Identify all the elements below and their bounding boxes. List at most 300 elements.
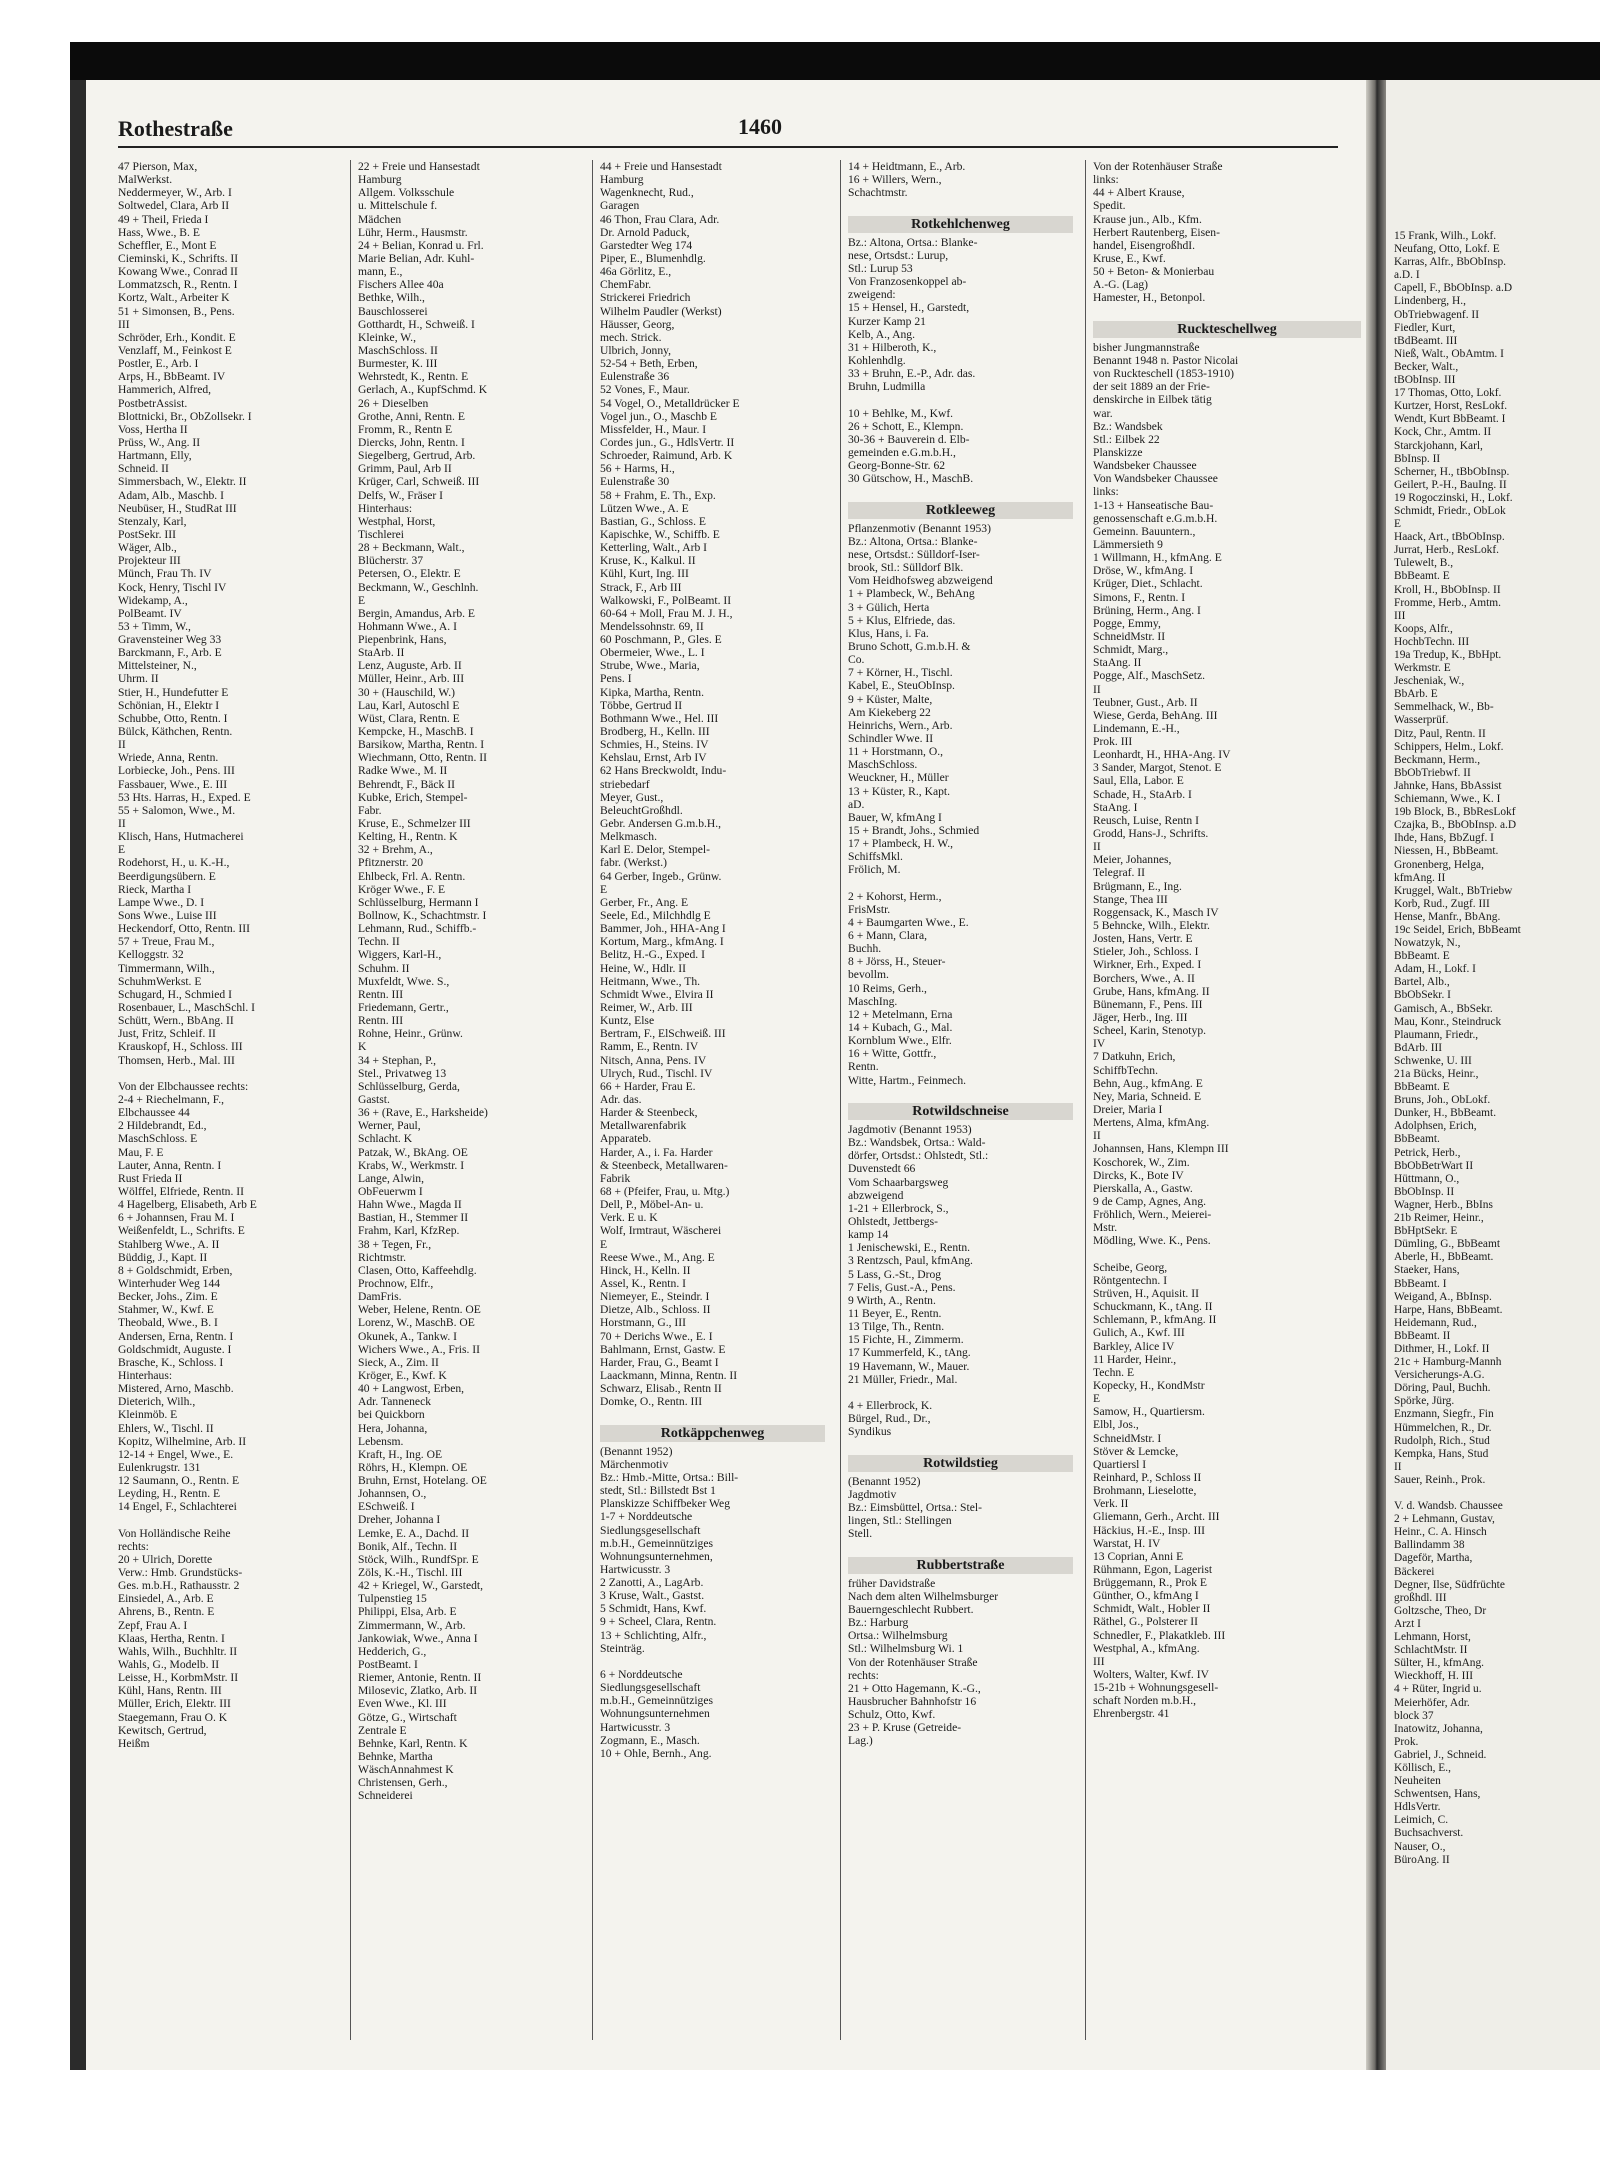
directory-line: Fröhlich, Wern., Meierei- <box>1093 1208 1212 1222</box>
directory-line: Behnke, Karl, Rentn. K <box>358 1736 468 1750</box>
directory-line: Kelting, H., Rentn. K <box>358 830 458 844</box>
directory-line: 16 + Willers, Wern., <box>848 173 942 187</box>
directory-line: Bastian, G., Schloss. E <box>600 514 706 528</box>
directory-line: Bruhn, Ernst, Hotelang. OE <box>358 1474 487 1488</box>
page-left-edge <box>70 80 86 2070</box>
directory-line: Lehmann, Horst, <box>1394 1631 1471 1644</box>
directory-line: Döring, Paul, Buchh. <box>1394 1382 1491 1395</box>
directory-line: Projekteur III <box>118 554 181 568</box>
directory-line: Prok. III <box>1093 735 1133 749</box>
directory-line: großhdl. III <box>1394 1591 1447 1604</box>
directory-line: Dageför, Martha, <box>1394 1552 1473 1565</box>
directory-line: Kröger Wwe., F. E <box>358 882 446 896</box>
directory-line: Bz.: Eimsbüttel, Ortsa.: Stel- <box>848 1500 982 1514</box>
directory-line: Harpe, Hans, BbBeamt. <box>1394 1303 1503 1316</box>
directory-line: 3 Rentzsch, Paul, kfmAng. <box>848 1254 973 1268</box>
directory-line: Pfitznerstr. 20 <box>358 856 424 870</box>
directory-line: Dreher, Johanna I <box>358 1513 441 1527</box>
directory-line: Meierhöfer, Adr. <box>1394 1696 1470 1709</box>
directory-line: nese, Ortsdst.: Lurup, <box>848 248 949 262</box>
directory-line: Kabel, E., SteuObInsp. <box>848 679 955 693</box>
directory-line: BbBeamt. II <box>1394 1329 1451 1342</box>
directory-line: Karras, Alfr., BbObInsp. <box>1394 256 1506 269</box>
directory-line: Kehslau, Ernst, Arb IV <box>600 751 707 765</box>
directory-line: Dell, P., Möbel-An- u. <box>600 1198 704 1212</box>
directory-line: Schwentsen, Hans, <box>1394 1788 1481 1801</box>
directory-line: Belitz, H.-G., Exped. I <box>600 948 705 962</box>
directory-line: Rentn. III <box>358 987 404 1001</box>
directory-line: 9 Wirth, A., Rentn. <box>848 1293 936 1307</box>
directory-line: Garagen <box>600 199 640 213</box>
directory-line: Tulewelt, B., <box>1394 557 1454 570</box>
directory-line: 52-54 + Beth, Erben, <box>600 357 698 371</box>
directory-line: Neuheiten <box>1394 1775 1441 1788</box>
directory-line: Allgem. Volksschule <box>358 186 455 200</box>
directory-line: Wohnungsunternehmen, <box>600 1549 713 1563</box>
directory-line: Pogge, Alf., MaschSetz. <box>1093 669 1206 683</box>
directory-line: Kruse, E., Kwf. <box>1093 251 1166 265</box>
directory-line: PostSekr. III <box>118 527 176 541</box>
directory-line: E <box>600 882 608 896</box>
directory-line: Jagdmotiv <box>848 1487 897 1501</box>
directory-line: Witte, Hartm., Feinmech. <box>848 1073 967 1087</box>
directory-line: Petersen, O., Elektr. E <box>358 567 461 581</box>
directory-line: Mittelsteiner, N., <box>118 659 197 673</box>
directory-line: Hamester, H., Betonpol. <box>1093 291 1206 305</box>
directory-line: 26 + Schott, E., Klempn. <box>848 419 964 433</box>
directory-line: Mertens, Alma, kfmAng. <box>1093 1116 1210 1130</box>
directory-line: Von der Rotenhäuser Straße <box>1093 160 1223 173</box>
directory-line <box>600 1655 825 1668</box>
directory-line: BbObSekr. I <box>1394 989 1451 1002</box>
directory-line: Korb, Rud., Zugf. III <box>1394 897 1490 910</box>
directory-line: 68 + (Pfeifer, Frau, u. Mtg.) <box>600 1184 730 1198</box>
directory-line: Weber, Helene, Rentn. OE <box>358 1303 481 1317</box>
directory-line: Schnedler, F., Plakatkleb. III <box>1093 1628 1226 1642</box>
directory-line: Lau, Karl, Autoschl E <box>358 698 460 712</box>
directory-line: PostBeamt. I <box>358 1658 418 1672</box>
directory-line: Kruse, K., Kalkul. II <box>600 554 696 568</box>
directory-line: Lampe Wwe., D. I <box>118 895 205 909</box>
directory-line: Strickerei Friedrich <box>600 291 691 305</box>
directory-line: (Benannt 1952) <box>848 1474 921 1488</box>
directory-line: Gravensteiner Weg 33 <box>118 633 222 647</box>
directory-line: Schuhm. II <box>358 961 410 975</box>
directory-line: Gotthardt, H., Schweiß. I <box>358 317 475 331</box>
directory-line: Werkmstr. E <box>1394 662 1451 675</box>
directory-line: 34 + Stephan, P., <box>358 1053 437 1067</box>
directory-line: Uhrm. II <box>118 672 159 686</box>
directory-line: war. <box>1093 406 1113 420</box>
directory-line: Jescheniak, W., <box>1394 675 1465 688</box>
directory-line: 44 + Albert Krause, <box>1093 186 1185 200</box>
directory-line: 15 + Hensel, H., Garstedt, <box>848 301 970 315</box>
directory-line: Hartwicusstr. 3 <box>600 1562 671 1576</box>
directory-line: Soltwedel, Clara, Arb II <box>118 199 230 213</box>
directory-line: Wasserprüf. <box>1394 714 1449 727</box>
directory-line: Scheel, Karin, Stenotyp. <box>1093 1024 1207 1038</box>
directory-line: Georg-Bonne-Str. 62 <box>848 459 946 473</box>
directory-line: SchuhmWerkst. E <box>118 974 202 988</box>
directory-line: Marie Belian, Adr. Kuhl- <box>358 251 475 265</box>
directory-line: Schuckmann, K., tAng. II <box>1093 1300 1213 1314</box>
directory-line: tBdBeamt. III <box>1394 334 1458 347</box>
directory-line: Sülter, H., kfmAng. <box>1394 1657 1485 1670</box>
directory-line: Hinterhaus: <box>118 1368 173 1382</box>
directory-line: 19 Rogoczinski, H., Lokf. <box>1394 491 1513 504</box>
directory-line: Bz.: Wandsbek, Ortsa.: Wald- <box>848 1136 986 1150</box>
directory-line: Karl E. Delor, Stempel- <box>600 843 710 857</box>
directory-line: 14 + Kubach, G., Mal. <box>848 1021 953 1035</box>
directory-line: Elbl, Jos., <box>1093 1418 1139 1432</box>
directory-line: Harder, Frau, G., Beamt I <box>600 1355 719 1369</box>
directory-line: Rosenbauer, L., MaschSchl. I <box>118 1001 256 1014</box>
directory-line: Lommatzsch, R., Rentn. I <box>118 278 238 292</box>
directory-line: ObTriebwagenf. II <box>1394 308 1479 321</box>
directory-line: Von Holländische Reihe <box>118 1526 231 1540</box>
directory-line: Riemer, Antonie, Rentn. II <box>358 1671 482 1685</box>
directory-line: 3 Sander, Margot, Stenot. E <box>1093 761 1222 775</box>
book-gutter <box>1366 80 1386 2070</box>
directory-line: 28 + Beckmann, Walt., <box>358 541 465 555</box>
directory-line: Hohmann Wwe., A. I <box>358 619 457 633</box>
directory-line: Josten, Hans, Vertr. E <box>1093 932 1193 946</box>
directory-line: Kortz, Walt., Arbeiter K <box>118 291 230 305</box>
directory-line: Kruse, E., Schmelzer III <box>358 817 471 831</box>
directory-line: Samow, H., Quartiersm. <box>1093 1405 1205 1419</box>
directory-line: Ihde, Hans, BbZugf. I <box>1394 832 1494 845</box>
directory-line: Dümling, G., BbBeamt <box>1394 1238 1500 1251</box>
directory-line: Fischers Allee 40a <box>358 278 444 292</box>
directory-line: Ehlers, W., Tischl. II <box>118 1421 214 1435</box>
directory-line: Capell, F., BbObInsp. a.D <box>1394 282 1513 295</box>
directory-line: Lag.) <box>848 1734 873 1748</box>
directory-line: Bünemann, F., Pens. III <box>1093 997 1203 1011</box>
directory-line: StaArb. II <box>358 646 405 660</box>
directory-line: 10 + Ohle, Bernh., Ang. <box>600 1746 712 1760</box>
street-section-heading: Ruckteschellweg <box>1093 321 1361 338</box>
directory-line: DamFris. <box>358 1290 402 1304</box>
directory-line: Götze, G., Wirtschaft <box>358 1710 457 1724</box>
directory-line: Sieck, A., Zim. II <box>358 1355 439 1369</box>
directory-line: Theobald, Wwe., B. I <box>118 1316 218 1330</box>
directory-line: Heißm <box>118 1736 150 1750</box>
directory-line: Philippi, Elsa, Arb. E <box>358 1605 457 1619</box>
directory-line: Winterhuder Weg 144 <box>118 1276 221 1290</box>
directory-line: Techn. II <box>358 935 400 949</box>
directory-line: Ulrych, Rud., Tischl. IV <box>600 1066 713 1080</box>
directory-line: Barckmann, F., Arb. E <box>118 646 222 660</box>
directory-line: Pierskalla, A., Gastw. <box>1093 1181 1193 1195</box>
directory-line: 21 Müller, Friedr., Mal. <box>848 1372 958 1386</box>
directory-line: 2 Hildebrandt, Ed., <box>118 1119 207 1133</box>
directory-line: Mau, F. E <box>118 1145 164 1159</box>
directory-line: Schippers, Helm., Lokf. <box>1394 740 1504 753</box>
directory-line: Zogmann, E., Masch. <box>600 1733 700 1747</box>
directory-line: Bruno Schott, G.m.b.H. & <box>848 639 971 653</box>
street-section-heading: Rotwildstieg <box>848 1455 1073 1472</box>
directory-line: Spedit. <box>1093 199 1126 213</box>
directory-line: 50 + Beton- & Monierbau <box>1093 265 1215 279</box>
directory-line: Ahrens, B., Rentn. E <box>118 1605 215 1619</box>
directory-line: Wiese, Gerda, BehAng. III <box>1093 708 1218 722</box>
directory-line: Stel., Privatweg 13 <box>358 1066 447 1080</box>
street-section-heading: Rotkehlchenweg <box>848 216 1073 233</box>
directory-line: Arps, H., BbBeamt. IV <box>118 370 226 384</box>
directory-line: Strube, Wwe., Maria, <box>600 659 700 673</box>
directory-line: Fromme, Herb., Amtm. <box>1394 596 1501 609</box>
directory-line: BüroAng. II <box>1394 1853 1450 1866</box>
directory-line: Reinhard, P., Schloss II <box>1093 1470 1202 1484</box>
directory-line: Hinterhaus: <box>358 501 413 515</box>
directory-line: Meyer, Gust., <box>600 790 664 804</box>
directory-line: BbBeamt. E <box>1394 1081 1450 1094</box>
directory-line: 47 Pierson, Max, <box>118 160 198 173</box>
directory-line: Adam, H., Lokf. I <box>1394 963 1476 976</box>
directory-line: BbObBetrWart II <box>1394 1159 1474 1172</box>
directory-line: Rühmann, Egon, Lagerist <box>1093 1562 1213 1576</box>
directory-line: Co. <box>848 653 865 667</box>
directory-line: 11 Harder, Heinr., <box>1093 1352 1177 1366</box>
directory-line: Blücherstr. 37 <box>358 554 424 568</box>
directory-line: Behnke, Martha <box>358 1750 433 1764</box>
directory-line: Wüst, Clara, Rentn. E <box>358 711 460 725</box>
directory-line: Roggensack, K., Masch IV <box>1093 905 1219 919</box>
directory-line: Staeker, Hans, <box>1394 1264 1460 1277</box>
directory-line: 21c + Hamburg-Mannh <box>1394 1356 1502 1369</box>
directory-line: Neddermeyer, W., Arb. I <box>118 186 232 200</box>
directory-line: Grodd, Hans-J., Schrifts. <box>1093 827 1209 841</box>
directory-line: Ditz, Paul, Rentn. II <box>1394 727 1486 740</box>
directory-line: Verk. E u. K <box>600 1211 658 1225</box>
directory-line: brook, Stl.: Sülldorf Blk. <box>848 561 964 575</box>
directory-line: Zentrale E <box>358 1723 407 1737</box>
directory-line: Scherner, H., tBbObInsp. <box>1394 465 1510 478</box>
directory-line: 38 + Tegen, Fr., <box>358 1237 432 1251</box>
directory-line: Tischlerei <box>358 527 404 541</box>
directory-line: rechts: <box>848 1668 879 1682</box>
directory-line: Saul, Ella, Labor. E <box>1093 774 1184 788</box>
directory-line: Hinck, H., Kelln. II <box>600 1263 691 1277</box>
directory-line: Hamburg <box>358 173 402 187</box>
directory-line <box>848 199 1073 212</box>
directory-line: Adam, Alb., Maschb. I <box>118 488 224 502</box>
directory-line: III <box>1093 1654 1105 1668</box>
directory-line: Prochnow, Elfr., <box>358 1276 434 1290</box>
directory-line: Stenzaly, Karl, <box>118 514 187 528</box>
directory-line: Kapischke, W., Schiffb. E <box>600 527 720 541</box>
directory-line: Wölffel, Elfriede, Rentn. II <box>118 1184 244 1198</box>
directory-line: Venzlaff, M., Feinkost E <box>118 343 232 357</box>
directory-line: Ehrenbergstr. 41 <box>1093 1707 1170 1721</box>
directory-line: Dieterich, Wilh., <box>118 1395 196 1409</box>
directory-line: Voss, Hertha II <box>118 422 188 436</box>
directory-line: nese, Ortsdst.: Sülldorf-Iser- <box>848 547 980 561</box>
directory-line: BbObInsp. II <box>1394 1185 1455 1198</box>
directory-line: 14 + Heidtmann, E., Arb. <box>848 160 966 173</box>
directory-line: Dreier, Maria I <box>1093 1103 1163 1116</box>
directory-line: Jagdmotiv (Benannt 1953) <box>848 1123 972 1137</box>
directory-line: SchiffbTechn. <box>1093 1063 1158 1077</box>
directory-line: BbInsp. II <box>1394 452 1441 465</box>
directory-line: Mädchen <box>358 212 402 226</box>
directory-line: Wilhelm Paudler (Werkst) <box>600 304 722 318</box>
directory-line: Burmester, K. III <box>358 357 438 371</box>
directory-line: Brodberg, H., Kelln. III <box>600 725 710 739</box>
directory-line: Kühl, Hans, Rentn. III <box>118 1684 222 1698</box>
directory-line: 13 + Schlichting, Alfr., <box>600 1628 707 1642</box>
directory-line: Dunker, H., BbBeamt. <box>1394 1107 1497 1120</box>
directory-line: Cieminski, K., Schrifts. II <box>118 251 239 265</box>
directory-line: Nauser, O., <box>1394 1840 1446 1853</box>
directory-line: Gronenberg, Helga, <box>1394 858 1484 871</box>
directory-line: Krabs, W., Werkmstr. I <box>358 1158 465 1172</box>
directory-line: Quartiersl I <box>1093 1457 1147 1471</box>
directory-line: lingen, Stl.: Stellingen <box>848 1514 952 1528</box>
directory-line: Werner, Paul, <box>358 1119 421 1133</box>
street-section-heading: Rotwildschneise <box>848 1103 1073 1120</box>
directory-line: Dr. Arnold Paduck, <box>600 225 690 239</box>
directory-line: ESchweiß. I <box>358 1500 415 1514</box>
directory-line: Hartmann, Elly, <box>118 449 192 463</box>
directory-line: Büddig, J., Kapt. II <box>118 1250 208 1264</box>
directory-line: Nitsch, Anna, Pens. IV <box>600 1053 707 1067</box>
directory-line: Reese Wwe., M., Ang. E <box>600 1250 715 1264</box>
directory-line: Krause jun., Alb., Kfm. <box>1093 212 1202 226</box>
directory-line: Schönian, H., Elektr I <box>118 698 220 712</box>
directory-line: Johannsen, Hans, Klempn III <box>1093 1142 1229 1156</box>
directory-line: kamp 14 <box>848 1228 889 1242</box>
directory-line: Vogel jun., O., Maschb E <box>600 409 718 423</box>
directory-line: Wandsbeker Chaussee <box>1093 459 1197 473</box>
directory-line: Heidemann, Rud., <box>1394 1316 1477 1329</box>
column-divider <box>1085 160 1086 2040</box>
directory-line: Hedderich, G., <box>358 1644 427 1658</box>
directory-line: MaschIng. <box>848 994 898 1008</box>
directory-line: 7 Datkuhn, Erich, <box>1093 1050 1176 1064</box>
directory-line: & Steenbeck, Metallwaren- <box>600 1158 728 1172</box>
directory-line: block 37 <box>1394 1709 1434 1722</box>
directory-line: Räthel, G., Polsterer II <box>1093 1615 1198 1629</box>
directory-line: 5 Behncke, Wilh., Elektr. <box>1093 919 1210 933</box>
directory-line: Enzmann, Siegfr., Fin <box>1394 1408 1494 1421</box>
directory-line: Blottnicki, Br., ObZollsekr. I <box>118 409 252 423</box>
directory-line: Bz.: Hmb.-Mitte, Ortsa.: Bill- <box>600 1470 739 1484</box>
directory-line: Borchers, Wwe., A. II <box>1093 971 1195 985</box>
directory-line: Kipka, Martha, Rentn. <box>600 685 704 699</box>
directory-line: Kopitz, Wilhelmine, Arb. II <box>118 1434 247 1448</box>
directory-line: Hense, Manfr., BbAng. <box>1394 910 1501 923</box>
directory-line: 10 Reims, Gerh., <box>848 981 927 995</box>
directory-line: Mödling, Wwe. K., Pens. <box>1093 1234 1211 1248</box>
directory-line: Sauer, Reinh., Prok. <box>1394 1473 1486 1486</box>
directory-line: Fabr. <box>358 803 382 817</box>
directory-line: 1 + Plambeck, W., BehAng <box>848 587 975 601</box>
directory-line: 30 Gütschow, H., MaschB. <box>848 472 974 486</box>
directory-line: Versicherungs-A.G. <box>1394 1369 1485 1382</box>
directory-line: Stöver & Lemcke, <box>1093 1444 1179 1458</box>
directory-line: Nach dem alten Wilhelmsburger <box>848 1589 999 1603</box>
directory-line: 15 Fichte, H., Zimmerm. <box>848 1333 964 1347</box>
directory-line: 21a Bücks, Heinr., <box>1394 1068 1479 1080</box>
directory-line: Frahm, Karl, KfzRep. <box>358 1224 460 1238</box>
directory-line: Bülck, Käthchen, Rentn. <box>118 725 233 739</box>
directory-line: BbHptSekr. E <box>1394 1225 1458 1238</box>
directory-line: mech. Strick. <box>600 330 662 344</box>
directory-line: 17 + Plambeck, H. W., <box>848 837 954 851</box>
directory-line: Bz.: Harburg <box>848 1616 909 1630</box>
directory-line: Andersen, Erna, Rentn. I <box>118 1329 234 1343</box>
directory-line: Kock, Chr., Amtm. II <box>1394 426 1492 439</box>
directory-line: A.-G. (Lag) <box>1093 278 1149 292</box>
directory-line: Kornblum Wwe., Elfr. <box>848 1034 952 1048</box>
directory-line: Bergin, Amandus, Arb. E <box>358 606 476 620</box>
directory-line: links: <box>1093 485 1119 499</box>
directory-line: Von Franzosenkoppel ab- <box>848 275 967 289</box>
directory-line: Heine, W., Hdlr. II <box>600 961 686 975</box>
directory-line: Kröger, E., Kwf. K <box>358 1368 447 1382</box>
directory-line: Piper, E., Blumenhdlg. <box>600 251 706 265</box>
directory-line: Missfelder, H., Maur. I <box>600 422 707 436</box>
directory-line: Patzak, W., BkAng. OE <box>358 1145 468 1159</box>
directory-line: Wiechmann, Otto, Rentn. II <box>358 751 487 765</box>
directory-line: Lindenberg, H., <box>1394 295 1466 308</box>
directory-line: 16 + Witte, Gottfr., <box>848 1047 937 1061</box>
directory-line: Kelb, A., Ang. <box>848 327 915 341</box>
directory-line: Ehlbeck, Frl. A. Rentn. <box>358 869 466 883</box>
directory-line: 7 Felis, Gust.-A., Pens. <box>848 1280 956 1294</box>
directory-line: Schubbe, Otto, Rentn. I <box>118 711 228 725</box>
directory-line: HochbTechn. III <box>1394 635 1470 648</box>
directory-column-5 <box>1093 160 1361 1721</box>
directory-line: 31 + Hilberoth, K., <box>848 340 937 354</box>
directory-line: Ges. m.b.H., Rathausstr. 2 <box>118 1579 240 1593</box>
directory-line: Stl.: Lurup 53 <box>848 262 913 275</box>
directory-line: 2 Zanotti, A., LagArb. <box>600 1576 704 1590</box>
directory-line: Lorenz, W., MaschB. OE <box>358 1316 475 1330</box>
directory-line: Christensen, Gerh., <box>358 1776 448 1790</box>
directory-line: 1-13 + Hanseatische Bau- <box>1093 498 1214 512</box>
directory-line: genossenschaft e.G.m.b.H. <box>1093 511 1218 525</box>
directory-line: Zepf, Frau A. I <box>118 1618 188 1632</box>
directory-line: Wolters, Walter, Kwf. IV <box>1093 1668 1209 1682</box>
directory-line: 17 Kummerfeld, K., tAng. <box>848 1346 971 1360</box>
directory-line: 22 + Freie und Hansestadt <box>358 160 480 173</box>
directory-line: 2 + Kohorst, Herm., <box>848 889 942 903</box>
directory-line: Hamburg <box>600 173 644 187</box>
directory-line: Kowang Wwe., Conrad II <box>118 265 238 279</box>
directory-line: 54 Vogel, O., Metalldrücker E <box>600 396 740 410</box>
directory-line: Warstat, H. IV <box>1093 1536 1161 1550</box>
directory-line: Timmermann, Wilh., <box>118 961 215 975</box>
directory-line: II <box>118 738 126 752</box>
directory-line: Techn. E <box>1093 1365 1135 1379</box>
directory-line: Schlüsselburg, Gerda, <box>358 1079 460 1093</box>
directory-line: Wirkner, Erh., Exped. I <box>1093 958 1202 972</box>
directory-line: m.b.H., Gemeinnütziges <box>600 1536 714 1550</box>
directory-line: Niemeyer, E., Steindr. I <box>600 1290 710 1304</box>
directory-line: Mstr. <box>1093 1221 1118 1235</box>
directory-line: 15-21b + Wohnungsgesell- <box>1093 1681 1219 1695</box>
directory-line: Fabrik <box>600 1171 631 1185</box>
directory-line: Vom Heidhofsweg abzweigend <box>848 574 993 588</box>
directory-line: 6 + Johannsen, Frau M. I <box>118 1211 235 1225</box>
directory-line: 46a Görlitz, E., <box>600 265 672 279</box>
directory-line: 11 Beyer, E., Rentn. <box>848 1307 942 1320</box>
directory-line: Barsikow, Martha, Rentn. I <box>358 738 485 752</box>
directory-line: Weuckner, H., Müller <box>848 771 949 785</box>
directory-line: 4 Hagelberg, Elisabeth, Arb E <box>118 1198 257 1212</box>
